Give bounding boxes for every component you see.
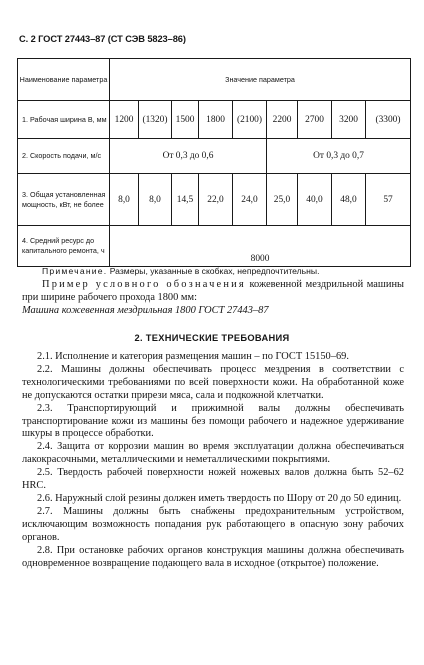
parameters-table: [17, 58, 411, 267]
paragraph: 2.1. Исполнение и категория размещения машин – по ГОСТ 15150–69.: [37, 351, 349, 362]
paragraph: 2.3. Транспортирующий и прижимной валы должны обеспечивать транспортирование кожи из машины без помощи рабочего и надежное удерживание шкуры в процессе обработки.: [22, 402, 404, 440]
page-header: С. 2 ГОСТ 27443–87 (СТ СЭВ 5823–86): [19, 34, 186, 44]
table-row: [18, 139, 411, 174]
example-designation: Машина кожевенная мездрильная 1800 ГОСТ 27443–87: [22, 305, 269, 316]
table-row: [18, 174, 411, 226]
paragraph: 2.5. Твердость рабочей поверхности ножей ножевых валов должна быть 52–62 HRC.: [22, 467, 404, 492]
table-cell: 57: [366, 174, 411, 226]
col-header-value: Значение параметра: [110, 59, 411, 101]
table-note: [42, 266, 319, 276]
table-cell: 8,0: [139, 174, 172, 226]
table-cell: 2200: [267, 101, 298, 139]
table-cell: 2700: [298, 101, 332, 139]
note-text: Размеры, указанные в скобках, непредпочтительны.: [107, 266, 320, 276]
table-cell: (2100): [233, 101, 267, 139]
row-label: 3. Общая установленная мощность, кВт, не более: [18, 174, 110, 226]
row-label: 2. Скорость подачи, м/с: [18, 139, 110, 174]
requirements-body: [22, 351, 404, 570]
row-label: 1. Рабочая ширина В, мм: [18, 101, 110, 139]
table-cell: 1800: [199, 101, 233, 139]
table-cell: 8000: [110, 226, 411, 267]
designation-example: [22, 278, 404, 317]
row-label: 4. Средний ресурс до капитального ремонта, ч: [18, 226, 110, 267]
table-cell: (1320): [139, 101, 172, 139]
table-cell: (3300): [366, 101, 411, 139]
paragraph: 2.7. Машины должны быть снабжены предохранительным устройством, исключающим возможность попадания рук работающего в опасную зону рабочих органов.: [22, 505, 404, 543]
table-cell: 24,0: [233, 174, 267, 226]
paragraph: 2.8. При остановке рабочих органов конструкция машины должна обеспечивать одновременное возвращение подающего вала в исходное (открытое) положение.: [22, 544, 404, 569]
paragraph: 2.2. Машины должны обеспечивать процесс мездрения в соответствии с технологическими требованиями по всей поверхности кожи. На обработанной коже не допускаются остатки прирези мяса, сала и подкожной клетчатки.: [22, 363, 404, 401]
example-spaced-text: Пример условного обозначения: [42, 279, 246, 290]
table-cell: 3200: [332, 101, 366, 139]
table-cell: 22,0: [199, 174, 233, 226]
table-row: [18, 101, 411, 139]
col-header-parameter: Наименование параметра: [18, 59, 110, 101]
table-cell: От 0,3 до 0,6: [110, 139, 267, 174]
table-cell: 25,0: [267, 174, 298, 226]
paragraph: 2.6. Наружный слой резины должен иметь твердость по Шору от 20 до 50 единиц.: [37, 492, 402, 504]
table-cell: От 0,3 до 0,7: [267, 139, 411, 174]
table-header-row: [18, 59, 411, 101]
note-label: Примечание.: [42, 266, 108, 276]
example-text: кожевенной мездрильной машины при ширине рабочего прохода 1800 мм:: [22, 279, 404, 303]
table-row: [18, 226, 411, 267]
table-cell: 48,0: [332, 174, 366, 226]
table-cell: 1500: [172, 101, 199, 139]
section-title: 2. ТЕХНИЧЕСКИЕ ТРЕБОВАНИЯ: [134, 333, 290, 343]
table-cell: 1200: [110, 101, 139, 139]
table-cell: 14,5: [172, 174, 199, 226]
table-cell: 8,0: [110, 174, 139, 226]
paragraph: 2.4. Защита от коррозии машин во время эксплуатации должна обеспечиваться лакокрасочными, металлическими и неметаллическими покрытиями.: [22, 441, 404, 466]
table-cell: 40,0: [298, 174, 332, 226]
